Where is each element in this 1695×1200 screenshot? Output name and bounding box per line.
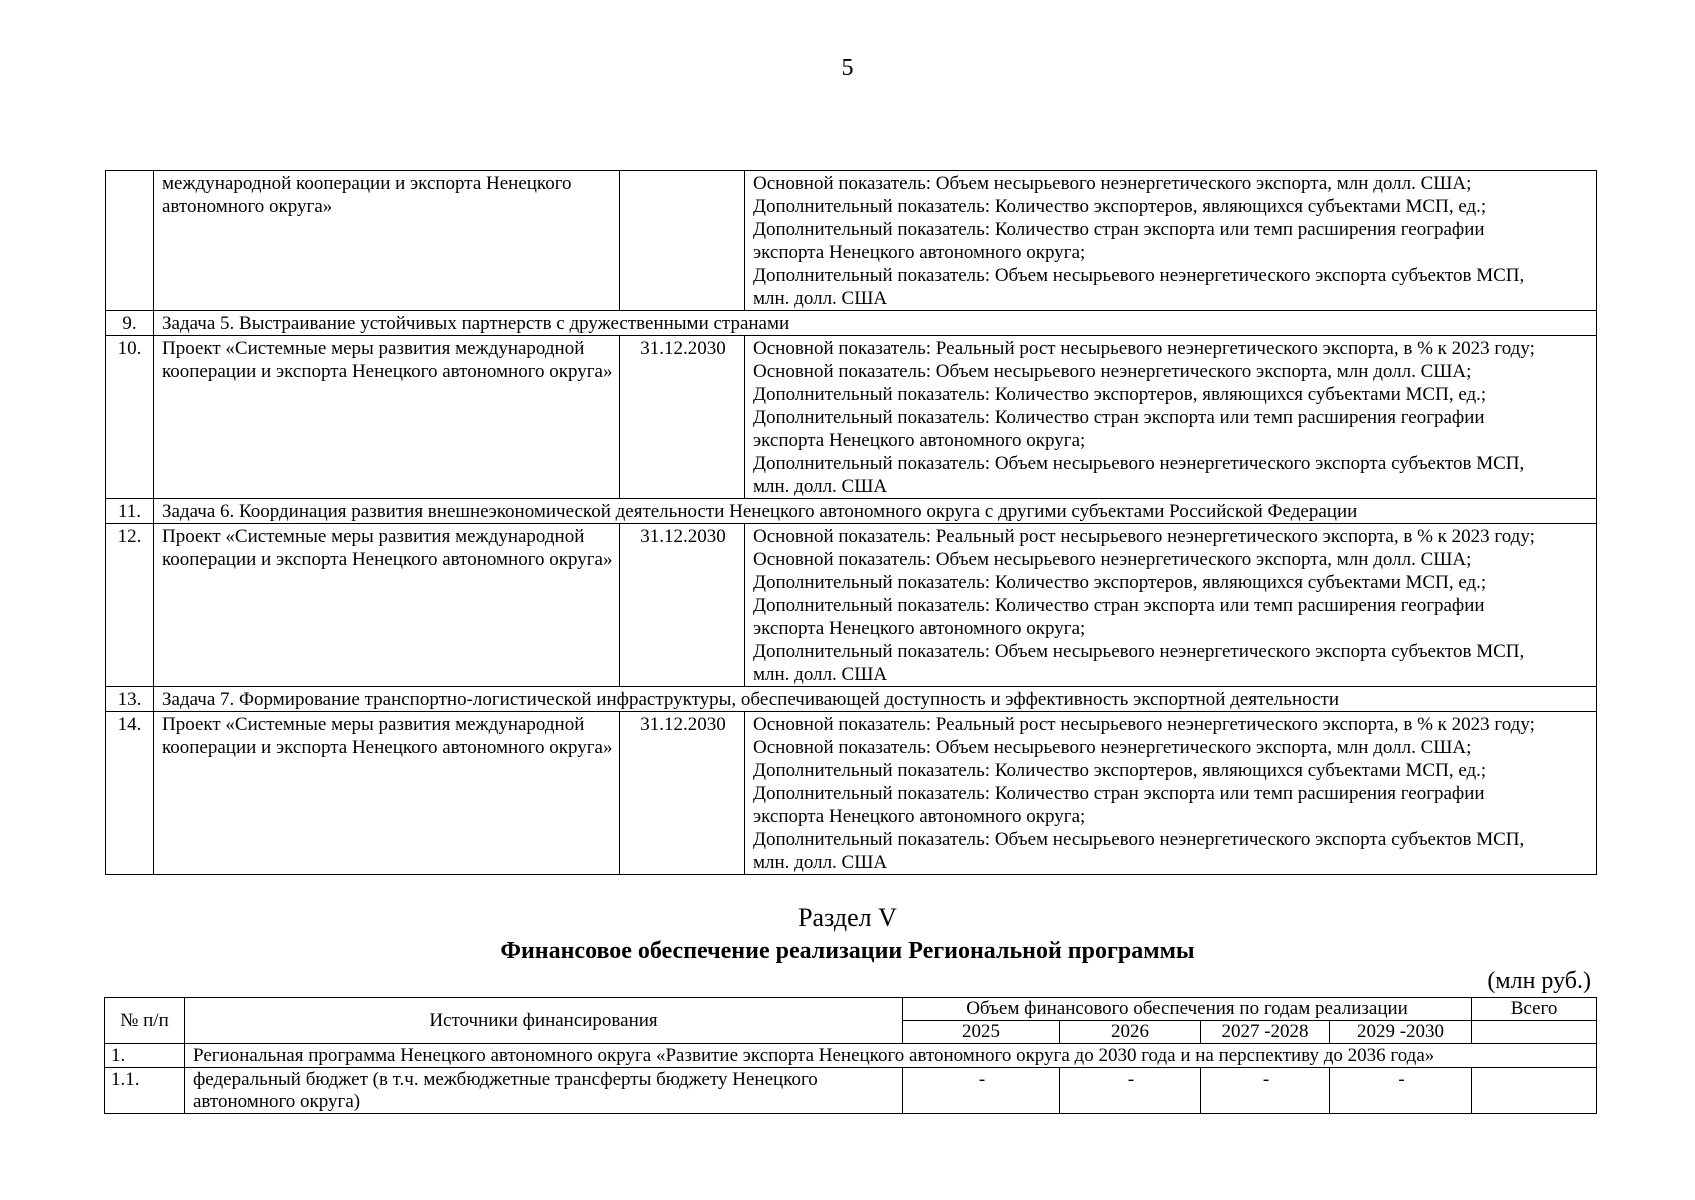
row-number: 13.: [106, 687, 154, 712]
program-tasks-table: [105, 170, 1597, 875]
indicator-line: Основной показатель: Реальный рост несырьевого неэнергетического экспорта, в % к 2023 году;: [753, 338, 1535, 359]
indicator-line: Дополнительный показатель: Количество экспортеров, являющихся субъектами МСП, ед.;: [753, 572, 1487, 593]
indicator-line: Дополнительный показатель: Количество стран экспорта или темп расширения географии: [753, 219, 1485, 240]
indicator-line: Дополнительный показатель: Количество экспортеров, являющихся субъектами МСП, ед.;: [753, 760, 1487, 781]
units-label: (млн руб.): [1487, 968, 1591, 994]
project-date: 31.12.2030: [620, 524, 745, 687]
table-row: [105, 1044, 1597, 1068]
indicator-line: Дополнительный показатель: Объем несырьевого неэнергетического экспорта субъектов МСП,: [753, 829, 1525, 850]
header-year: 2027 -2028: [1201, 1021, 1330, 1044]
row-number: 12.: [106, 524, 154, 687]
financing-table: [104, 997, 1597, 1114]
indicator-line: Дополнительный показатель: Количество стран экспорта или темп расширения географии: [753, 783, 1485, 804]
project-name: Проект «Системные меры развития международной кооперации и экспорта Ненецкого автономного округа»: [154, 336, 620, 499]
header-source: Источники финансирования: [185, 998, 903, 1044]
indicator-line: экспорта Ненецкого автономного округа;: [753, 430, 1086, 451]
funding-value: -: [1330, 1068, 1472, 1114]
table-header-row: [105, 998, 1597, 1021]
indicator-line: Дополнительный показатель: Количество экспортеров, являющихся субъектами МСП, ед.;: [753, 196, 1487, 217]
section-title: Раздел V: [798, 903, 897, 932]
project-name: международной кооперации и экспорта Ненецкого автономного округа»: [154, 171, 620, 311]
project-date: [620, 171, 745, 311]
project-indicators: [745, 712, 1597, 875]
table-row: [106, 336, 1597, 499]
row-number: 9.: [106, 311, 154, 336]
indicator-line: млн. долл. США: [753, 476, 888, 497]
indicator-line: Основной показатель: Объем несырьевого неэнергетического экспорта, млн долл. США;: [753, 549, 1472, 570]
task-row: [106, 499, 1597, 524]
row-number: 14.: [106, 712, 154, 875]
header-num: № п/п: [105, 998, 185, 1044]
indicator-line: млн. долл. США: [753, 852, 888, 873]
task-title: Задача 5. Выстраивание устойчивых партнерств с дружественными странами: [154, 311, 1597, 336]
program-title: Региональная программа Ненецкого автономного округа «Развитие экспорта Ненецкого автономного округа до 2030 года и на перспективу до 2036 года»: [185, 1044, 1597, 1068]
row-number: 1.: [105, 1044, 185, 1068]
indicator-line: Дополнительный показатель: Количество стран экспорта или темп расширения географии: [753, 407, 1485, 428]
project-indicators: [745, 524, 1597, 687]
row-number: 10.: [106, 336, 154, 499]
table-row: [105, 1068, 1597, 1114]
task-title: Задача 7. Формирование транспортно-логистической инфраструктуры, обеспечивающей доступность и эффективность экспортной деятельности: [154, 687, 1597, 712]
funding-value: -: [903, 1068, 1060, 1114]
project-date: 31.12.2030: [620, 336, 745, 499]
header-total-empty: [1472, 1021, 1597, 1044]
row-number: 1.1.: [105, 1068, 185, 1114]
indicator-line: Основной показатель: Реальный рост несырьевого неэнергетического экспорта, в % к 2023 году;: [753, 714, 1535, 735]
table-row: [106, 712, 1597, 875]
header-total: Всего: [1472, 998, 1597, 1021]
task-row: [106, 311, 1597, 336]
funding-value: -: [1060, 1068, 1201, 1114]
indicator-line: Дополнительный показатель: Количество экспортеров, являющихся субъектами МСП, ед.;: [753, 384, 1487, 405]
indicator-line: Дополнительный показатель: Количество стран экспорта или темп расширения географии: [753, 595, 1485, 616]
funding-total: [1472, 1068, 1597, 1114]
row-number: [106, 171, 154, 311]
project-name: Проект «Системные меры развития международной кооперации и экспорта Ненецкого автономного округа»: [154, 712, 620, 875]
funding-value: -: [1201, 1068, 1330, 1114]
indicator-line: экспорта Ненецкого автономного округа;: [753, 242, 1086, 263]
task-title: Задача 6. Координация развития внешнеэкономической деятельности Ненецкого автономного округа с другими субъектами Российской Федерации: [154, 499, 1597, 524]
indicator-line: млн. долл. США: [753, 288, 888, 309]
indicator-line: Основной показатель: Реальный рост несырьевого неэнергетического экспорта, в % к 2023 году;: [753, 526, 1535, 547]
indicator-line: Дополнительный показатель: Объем несырьевого неэнергетического экспорта субъектов МСП,: [753, 641, 1525, 662]
row-number: 11.: [106, 499, 154, 524]
page-number: 5: [841, 55, 854, 81]
project-name: Проект «Системные меры развития международной кооперации и экспорта Ненецкого автономного округа»: [154, 524, 620, 687]
indicator-line: Основной показатель: Объем несырьевого неэнергетического экспорта, млн долл. США;: [753, 173, 1472, 194]
indicator-line: Основной показатель: Объем несырьевого неэнергетического экспорта, млн долл. США;: [753, 737, 1472, 758]
project-indicators: [745, 171, 1597, 311]
table-row: [106, 171, 1597, 311]
header-year: 2029 -2030: [1330, 1021, 1472, 1044]
funding-source: федеральный бюджет (в т.ч. межбюджетные трансферты бюджету Ненецкого автономного округа): [185, 1068, 903, 1114]
table-row: [106, 524, 1597, 687]
section-subtitle: Финансовое обеспечение реализации Региональной программы: [500, 938, 1195, 964]
header-volume: Объем финансового обеспечения по годам реализации: [903, 998, 1472, 1021]
header-year: 2025: [903, 1021, 1060, 1044]
indicator-line: Основной показатель: Объем несырьевого неэнергетического экспорта, млн долл. США;: [753, 361, 1472, 382]
project-indicators: [745, 336, 1597, 499]
header-year: 2026: [1060, 1021, 1201, 1044]
indicator-line: Дополнительный показатель: Объем несырьевого неэнергетического экспорта субъектов МСП,: [753, 265, 1525, 286]
project-date: 31.12.2030: [620, 712, 745, 875]
indicator-line: экспорта Ненецкого автономного округа;: [753, 806, 1086, 827]
task-row: [106, 687, 1597, 712]
indicator-line: экспорта Ненецкого автономного округа;: [753, 618, 1086, 639]
indicator-line: млн. долл. США: [753, 664, 888, 685]
indicator-line: Дополнительный показатель: Объем несырьевого неэнергетического экспорта субъектов МСП,: [753, 453, 1525, 474]
